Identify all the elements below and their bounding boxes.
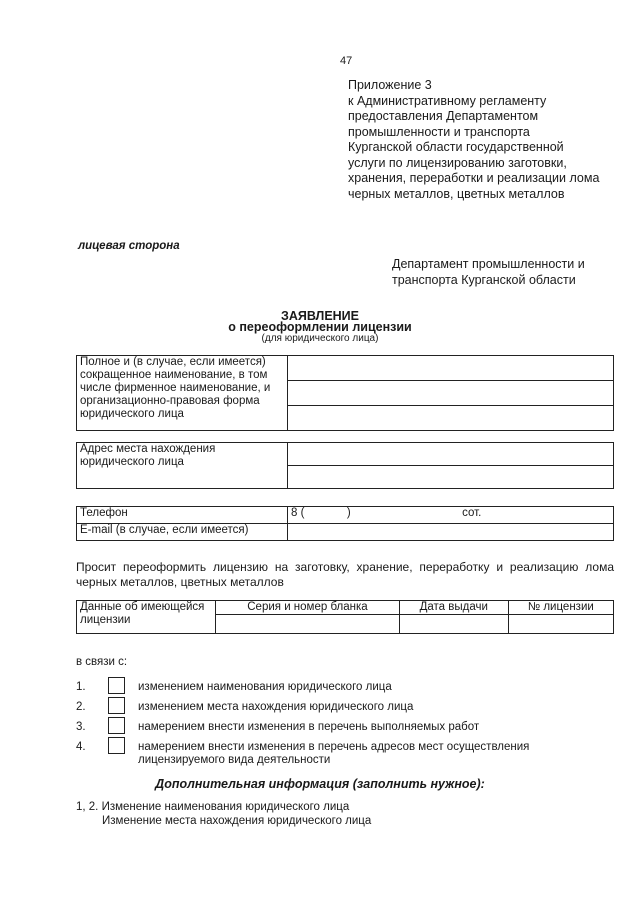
name-label <box>77 356 288 431</box>
request-text: Просит переоформить лицензию на заготовку, хранение, переработку и реализацию лома черных металлов, цветных металлов <box>76 560 614 589</box>
email-input[interactable] <box>288 524 614 541</box>
name-label-line: сокращенное наименование, в том <box>80 369 268 381</box>
name-label-line: Полное и (в случае, если имеется) <box>80 356 266 368</box>
document-title: ЗАЯВЛЕНИЕ <box>280 309 359 323</box>
option-number: 3. <box>76 721 86 733</box>
option-number: 1. <box>76 681 86 693</box>
mobile-label: сот. <box>462 507 482 519</box>
option-text: намерением внести изменения в перечень адресов мест осуществления лицензируемого вида деятельности <box>138 741 530 766</box>
document-subtitle: о переоформлении лицензии <box>228 320 412 334</box>
license-row-label: Данные об имеющейся лицензии <box>77 601 216 634</box>
document-applicant-type: (для юридического лица) <box>261 333 379 344</box>
license-col-series: Серия и номер бланка <box>216 601 400 615</box>
address-table <box>76 442 614 489</box>
page-number: 47 <box>340 55 353 67</box>
name-input-line-1[interactable] <box>288 356 614 381</box>
appendix-header <box>348 78 623 202</box>
name-label-line: юридического лица <box>80 408 184 420</box>
addressee-line: транспорта Курганской области <box>392 273 576 287</box>
phone-prefix: 8 ( <box>291 507 305 519</box>
phone-close: ) <box>346 507 351 519</box>
option-text: изменением наименования юридического лица <box>138 681 392 693</box>
address-input-line-1[interactable] <box>288 443 614 466</box>
addressee <box>392 256 612 288</box>
option-number: 2. <box>76 701 86 713</box>
phone-input[interactable] <box>288 507 614 524</box>
name-table <box>76 355 614 431</box>
additional-info-line: 1, 2. Изменение наименования юридического лица <box>76 801 350 813</box>
address-input-line-2[interactable] <box>288 466 614 489</box>
option-text: намерением внести изменения в перечень выполняемых работ <box>138 721 480 733</box>
appendix-line: Приложение 3 <box>348 78 432 92</box>
address-label-line: юридического лица <box>80 456 184 468</box>
appendix-line: услуги по лицензированию заготовки, <box>348 155 567 170</box>
option-text: изменением места нахождения юридического лица <box>138 701 414 713</box>
license-series-input[interactable] <box>216 615 400 634</box>
phone-label: Телефон <box>77 507 288 524</box>
name-label-line: числе фирменное наименование, и <box>80 382 271 394</box>
appendix-line: черных металлов, цветных металлов <box>348 186 565 201</box>
name-input-line-3[interactable] <box>288 406 614 431</box>
appendix-line: к Административному регламенту <box>348 93 547 108</box>
email-label: E-mail (в случае, если имеется) <box>77 524 288 541</box>
address-label-line: Адрес места нахождения <box>80 443 216 455</box>
contacts-table <box>76 506 614 541</box>
appendix-line: промышленности и транспорта <box>348 124 530 139</box>
license-number-input[interactable] <box>508 615 613 634</box>
name-input-line-2[interactable] <box>288 381 614 406</box>
option-checkbox[interactable] <box>108 677 125 694</box>
license-col-date: Дата выдачи <box>399 601 508 615</box>
side-label: лицевая сторона <box>78 240 180 252</box>
additional-info-title: Дополнительная информация (заполнить нужное): <box>155 777 485 791</box>
option-checkbox[interactable] <box>108 717 125 734</box>
license-col-number: № лицензии <box>508 601 613 615</box>
option-number: 4. <box>76 741 86 753</box>
name-label-line: организационно-правовая форма <box>80 395 260 407</box>
appendix-line: хранения, переработки и реализации лома <box>348 171 600 185</box>
license-table <box>76 600 614 634</box>
appendix-line: Курганской области государственной <box>348 140 564 154</box>
appendix-line: предоставления Департаментом <box>348 109 539 123</box>
option-checkbox[interactable] <box>108 737 125 754</box>
option-checkbox[interactable] <box>108 697 125 714</box>
addressee-line: Департамент промышленности и <box>392 257 585 271</box>
additional-info-line: Изменение места нахождения юридического лица <box>102 815 372 827</box>
reason-label: в связи с: <box>76 656 128 668</box>
license-date-input[interactable] <box>399 615 508 634</box>
address-label <box>77 443 288 489</box>
